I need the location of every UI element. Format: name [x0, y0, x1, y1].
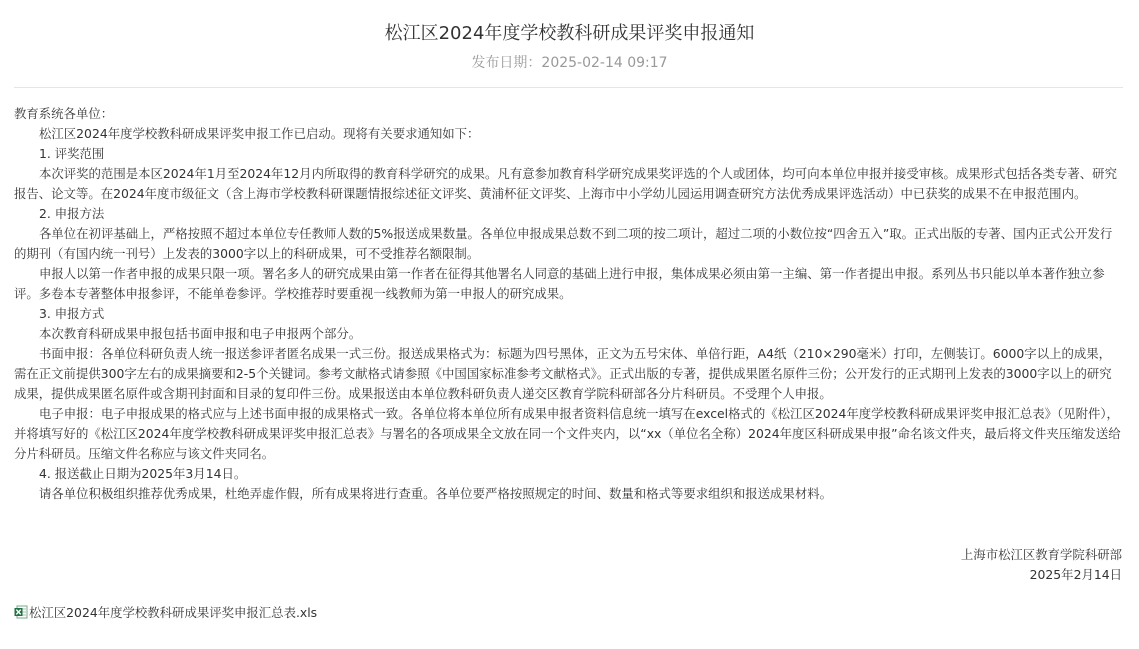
notice-body — [14, 104, 1122, 504]
section-2-paragraph-1: 各单位在初评基础上，严格按照不超过本单位专任教师人数的5%报送成果数量。各单位申报成果总数不到二项的按二项计，超过二项的小数位按“四舍五入”取。正式出版的专著、国内正式公开发行的期刊（有国内统一刊号）上发表的3000字以上的科研成果，可不受推荐名额限制。 — [14, 226, 1113, 261]
section-3-heading: 3. 申报方式 — [39, 306, 105, 321]
section-3-paragraph-1: 本次教育科研成果申报包括书面申报和电子申报两个部分。 — [39, 326, 362, 341]
section-2-paragraph-2: 申报人以第一作者申报的成果只限一项。署名多人的研究成果由第一作者在征得其他署名人同意的基础上进行申报，集体成果必须由第一主编、第一作者提出申报。系列丛书只能以单本著作独立参评。多卷本专著整体申报参评，不能单卷参评。学校推荐时要重视一线教师为第一申报人的研究成果。 — [14, 266, 1105, 301]
section-1-heading: 1. 评奖范围 — [39, 146, 105, 161]
section-3-paragraph-3: 电子申报：电子申报成果的格式应与上述书面申报的成果格式一致。各单位将本单位所有成果申报者资料信息统一填写在excel格式的《松江区2024年度学校教科研成果评奖申报汇总表》（见附件），并将填写好的《松江区2024年度学校教科研成果评奖申报汇总表》与署名的各项成果全文放在同一个文件夹内，以“xx（单位名全称）2024年度区科研成果申报”命名该文件夹，最后将文件夹压缩发送给分片科研员。压缩文件名称应与该文件夹同名。 — [14, 406, 1121, 461]
header-divider — [14, 87, 1123, 88]
attachment-link[interactable] — [14, 604, 317, 622]
publish-date-label: 发布日期： — [471, 55, 542, 71]
excel-file-icon — [14, 605, 28, 619]
intro-paragraph: 松江区2024年度学校教科研成果评奖申报工作已启动。现将有关要求通知如下： — [39, 126, 480, 141]
signature-date: 2025年2月14日 — [1029, 567, 1122, 582]
section-3-paragraph-2: 书面申报：各单位科研负责人统一报送参评者匿名成果一式三份。报送成果格式为：标题为四号黑体，正文为五号宋体、单倍行距，A4纸（210×290毫米）打印，左侧装订。6000字以上的成果，需在正文前提供300字左右的成果摘要和2-5个关键词。参考文献格式请参照《中国国家标准参考文献格式》。正式出版的专著，提供成果匿名原件三份；公开发行的正式期刊上发表的3000字以上的研究成果，提供成果匿名原件或含期刊封面和目录的复印件三份。成果报送由本单位教科研负责人递交区教育学院科研部各分片科研员。不受理个人申报。 — [14, 346, 1112, 401]
section-4-heading: 4. 报送截止日期为2025年3月14日。 — [39, 466, 247, 481]
salutation: 教育系统各单位： — [14, 106, 114, 121]
section-1-paragraph: 本次评奖的范围是本区2024年1月至2024年12月内所取得的教育科学研究的成果。凡有意参加教育科学研究成果奖评选的个人或团体，均可向本单位申报并接受审核。成果形式包括各类专著、研究报告、论文等。在2024年度市级征文（含上海市学校教科研课题情报综述征文评奖、黄浦杯征文评奖、上海市中小学幼儿园运用调查研究方法优秀成果评选活动）中已获奖的成果不在申报范围内。 — [14, 166, 1117, 201]
publish-date — [0, 53, 1139, 73]
closing-paragraph: 请各单位积极组织推荐优秀成果，杜绝弄虚作假，所有成果将进行查重。各单位要严格按照规定的时间、数量和格式等要求组织和报送成果材料。 — [39, 486, 832, 501]
publish-date-value: 2025-02-14 09:17 — [541, 55, 668, 71]
attachment-filename[interactable]: 松江区2024年度学校教科研成果评奖申报汇总表.xls — [29, 605, 318, 620]
page-title: 松江区2024年度学校教科研成果评奖申报通知 — [384, 23, 755, 44]
section-2-heading: 2. 申报方法 — [39, 206, 105, 221]
signature-block — [961, 545, 1122, 585]
signature-org: 上海市松江区教育学院科研部 — [960, 547, 1122, 562]
